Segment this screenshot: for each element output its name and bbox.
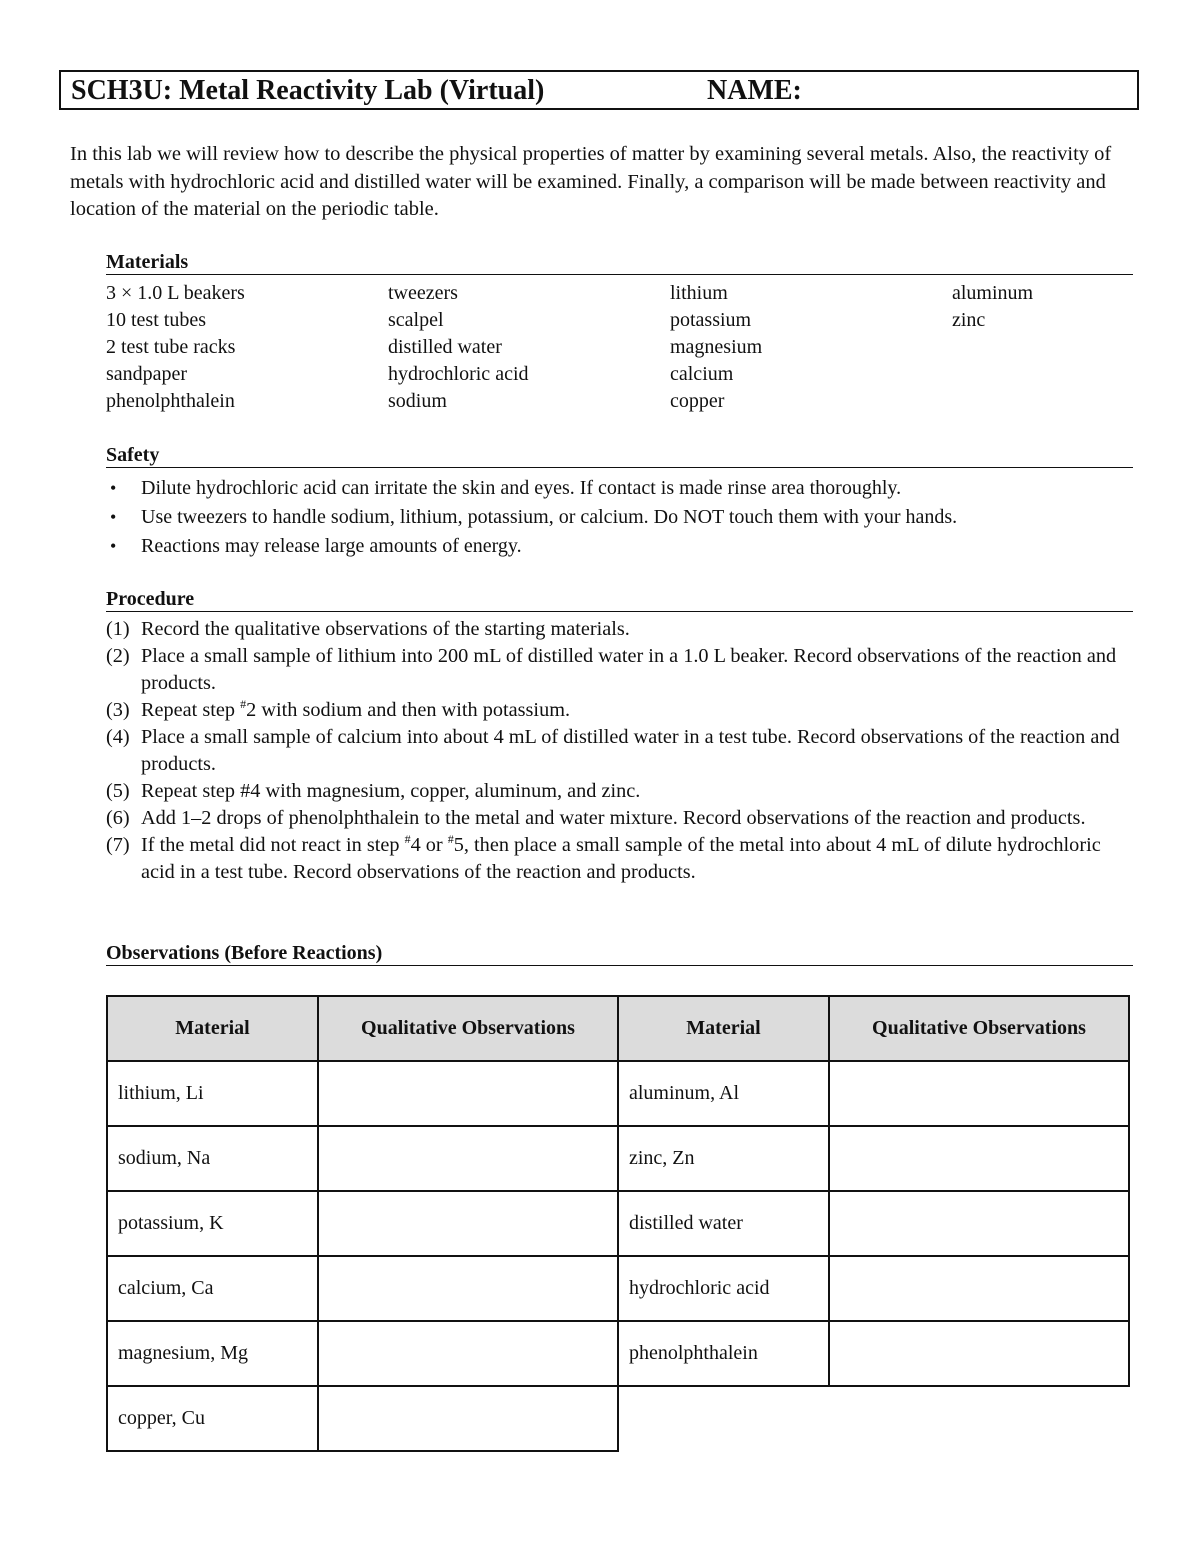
material-cell: hydrochloric acid [618, 1256, 829, 1321]
empty-cell [829, 1386, 1129, 1451]
material-cell: aluminum, Al [618, 1061, 829, 1126]
procedure-step: (6) Add 1–2 drops of phenolphthalein to the metal and water mixture. Record observations of the reaction and products. [106, 807, 1086, 829]
empty-cell [618, 1386, 829, 1451]
observation-cell[interactable] [318, 1126, 618, 1191]
material-item: zinc [952, 309, 986, 331]
safety-item: • Reactions may release large amounts of energy. [106, 532, 1136, 561]
material-cell: potassium, K [107, 1191, 318, 1256]
material-item: hydrochloric acid [388, 363, 529, 385]
material-item: potassium [670, 309, 752, 331]
bullet-icon: • [110, 478, 117, 498]
observation-cell[interactable] [318, 1321, 618, 1386]
bullet-icon: • [110, 536, 117, 556]
material-cell: calcium, Ca [107, 1256, 318, 1321]
material-cell: magnesium, Mg [107, 1321, 318, 1386]
material-item: aluminum [952, 282, 1034, 304]
material-item: scalpel [388, 309, 444, 331]
material-item: phenolphthalein [106, 390, 235, 412]
column-header-material: Material [107, 996, 318, 1061]
procedure-step: (2) Place a small sample of lithium into 200 mL of distilled water in a 1.0 L beaker. Record observations of the reaction and products. [106, 645, 1117, 694]
observation-cell[interactable] [318, 1061, 618, 1126]
material-cell: copper, Cu [107, 1386, 318, 1451]
table-row [107, 1321, 1129, 1386]
procedure-step: (5) Repeat step #4 with magnesium, copper, aluminum, and zinc. [106, 780, 641, 802]
material-item: sodium [388, 390, 447, 412]
material-item: calcium [670, 363, 734, 385]
procedure-list [106, 616, 1132, 886]
column-header-observations: Qualitative Observations [318, 996, 618, 1061]
material-item: sandpaper [106, 363, 188, 385]
table-row [107, 1256, 1129, 1321]
material-cell: distilled water [618, 1191, 829, 1256]
safety-item: • Use tweezers to handle sodium, lithium, potassium, or calcium. Do NOT touch them with your hands. [106, 503, 1136, 532]
observation-cell[interactable] [829, 1321, 1129, 1386]
column-header-observations: Qualitative Observations [829, 996, 1129, 1061]
observation-cell[interactable] [829, 1256, 1129, 1321]
table-row [107, 1386, 1129, 1451]
table-row [107, 1191, 1129, 1256]
observations-table [106, 995, 1130, 1452]
safety-list [106, 474, 1136, 561]
table-row [107, 1061, 1129, 1126]
material-cell: lithium, Li [107, 1061, 318, 1126]
materials-column-1 [106, 280, 245, 415]
table-row [107, 1126, 1129, 1191]
materials-column-2 [388, 280, 529, 415]
bullet-icon: • [110, 507, 117, 527]
title-box [59, 70, 1139, 110]
material-item: lithium [670, 282, 728, 304]
observation-cell[interactable] [318, 1256, 618, 1321]
material-item: 10 test tubes [106, 309, 206, 331]
material-item: tweezers [388, 282, 458, 304]
observation-cell[interactable] [318, 1191, 618, 1256]
procedure-step: (7) If the metal did not react in step #4 or #5, then place a small sample of the metal into about 4 mL of dilute hydrochloric acid in a test tube. Record observations of the reaction and products. [106, 832, 1101, 883]
material-item: copper [670, 390, 725, 412]
observation-cell[interactable] [829, 1191, 1129, 1256]
material-item: magnesium [670, 336, 763, 358]
safety-item: • Dilute hydrochloric acid can irritate the skin and eyes. If contact is made rinse area thoroughly. [106, 474, 1136, 503]
procedure-step: (1) Record the qualitative observations of the starting materials. [106, 618, 630, 640]
procedure-step: (4) Place a small sample of calcium into about 4 mL of distilled water in a test tube. Record observations of the reaction and products. [106, 726, 1120, 775]
procedure-heading: Procedure [106, 587, 1133, 612]
materials-column-4 [952, 280, 1033, 334]
name-label: NAME: [707, 75, 802, 106]
safety-heading: Safety [106, 443, 1133, 468]
intro-paragraph: In this lab we will review how to describe the physical properties of matter by examining several metals. Also, the reactivity of metals with hydrochloric acid and distilled water will be examined. Finally, a comparison will be made between reactivity and location of the material on the periodic table. [70, 143, 1112, 220]
observation-cell[interactable] [829, 1061, 1129, 1126]
materials-heading: Materials [106, 250, 1133, 275]
material-item: 2 test tube racks [106, 336, 236, 358]
page-title: SCH3U: Metal Reactivity Lab (Virtual) [71, 75, 545, 106]
column-header-material: Material [618, 996, 829, 1061]
materials-column-3 [670, 280, 762, 415]
table-header-row [107, 996, 1129, 1061]
procedure-step: (3) Repeat step #2 with sodium and then with potassium. [106, 697, 571, 721]
material-cell: phenolphthalein [618, 1321, 829, 1386]
material-cell: sodium, Na [107, 1126, 318, 1191]
observation-cell[interactable] [829, 1126, 1129, 1191]
observations-heading: Observations (Before Reactions) [106, 941, 1133, 966]
material-item: 3 × 1.0 L beakers [106, 282, 245, 304]
material-cell: zinc, Zn [618, 1126, 829, 1191]
material-item: distilled water [388, 336, 502, 358]
observation-cell[interactable] [318, 1386, 618, 1451]
